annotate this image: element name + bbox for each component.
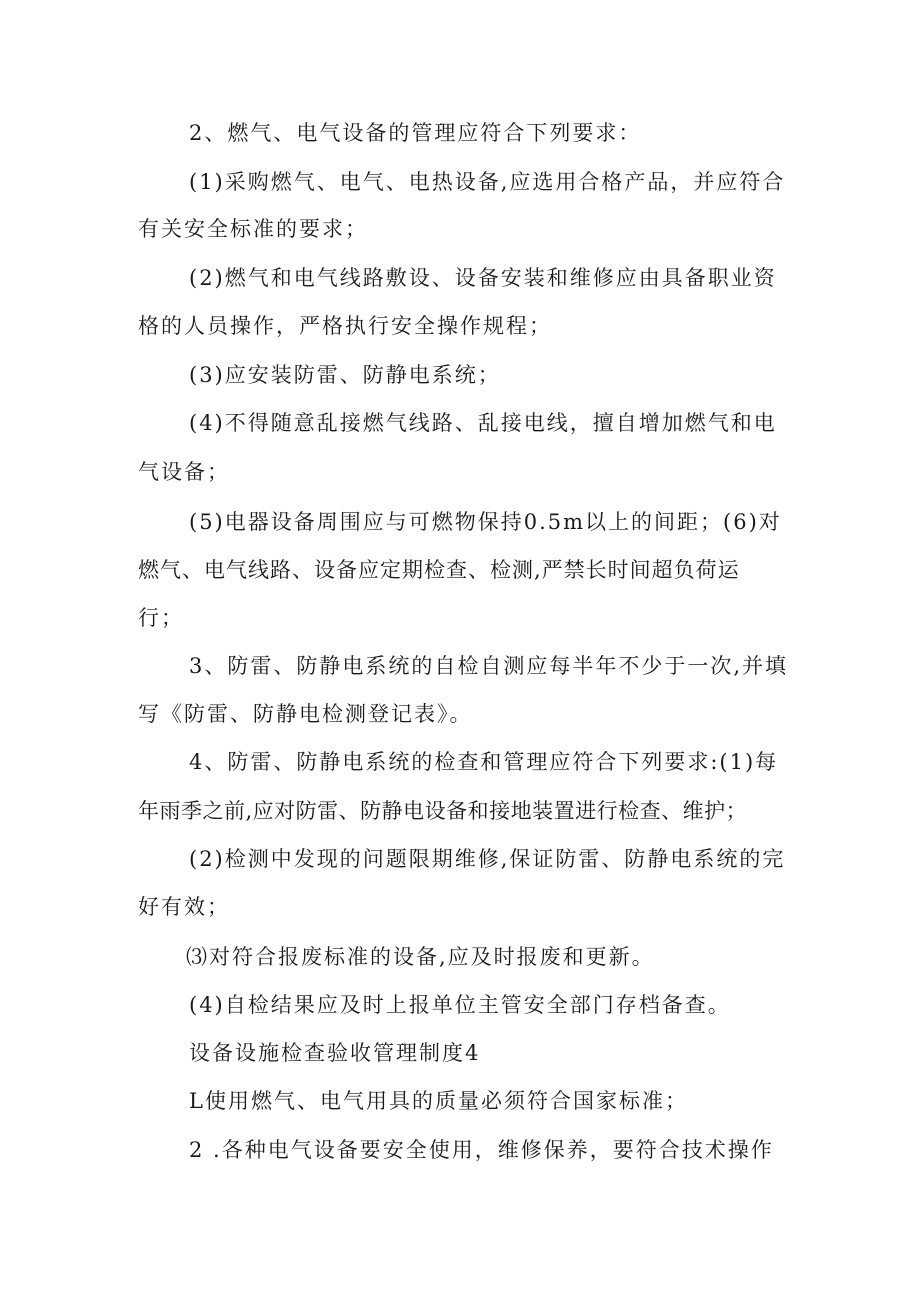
section-heading: 设备设施检查验收管理制度4 [189, 1041, 481, 1065]
paragraph-line: (5)电器设备周围应与可燃物保持0.5m以上的间距；(6)对 [189, 510, 782, 534]
paragraph-line: 2、燃气、电气设备的管理应符合下列要求： [189, 121, 642, 145]
paragraph-line: (2)燃气和电气线路敷设、设备安装和维修应由具备职业资 [189, 266, 777, 290]
paragraph-line: 气设备； [138, 460, 230, 484]
paragraph-line: L使用燃气、电气用具的质量必须符合国家标准； [189, 1089, 688, 1113]
paragraph-line: 2 .各种电气设备要安全使用，维修保养，要符合技术操作 [189, 1138, 774, 1162]
paragraph-line: 格的人员操作，严格执行安全操作规程； [138, 314, 552, 338]
paragraph-line: 有关安全标准的要求； [138, 217, 368, 241]
paragraph-line: 行； [138, 606, 184, 630]
paragraph-line: 3、防雷、防静电系统的自检自测应每半年不少于一次,并填 [189, 654, 789, 678]
paragraph-line: ⑶对符合报废标准的设备,应及时报废和更新。 [186, 945, 655, 969]
paragraph-line: 年雨季之前,应对防雷、防静电设备和接地装置进行检查、维护； [138, 799, 748, 823]
paragraph-line: (3)应安装防雷、防静电系统； [189, 363, 501, 387]
paragraph-line: 写《防雷、防静电检测登记表》。 [138, 702, 473, 726]
paragraph-line: 4、防雷、防静电系统的检查和管理应符合下列要求:(1)每 [189, 750, 779, 774]
paragraph-line: 燃气、电气线路、设备应定期检查、检测,严禁长时间超负荷运 [138, 558, 740, 582]
paragraph-line: (4)自检结果应及时上报单位主管安全部门存档备查。 [189, 993, 731, 1017]
paragraph-line: (4)不得随意乱接燃气线路、乱接电线，擅自增加燃气和电 [189, 411, 777, 435]
paragraph-line: (2)检测中发现的问题限期维修,保证防雷、防静电系统的完 [189, 847, 786, 871]
paragraph-line: 好有效； [138, 895, 230, 919]
paragraph-line: (1)采购燃气、电气、电热设备,应选用合格产品，并应符合 [189, 170, 786, 194]
